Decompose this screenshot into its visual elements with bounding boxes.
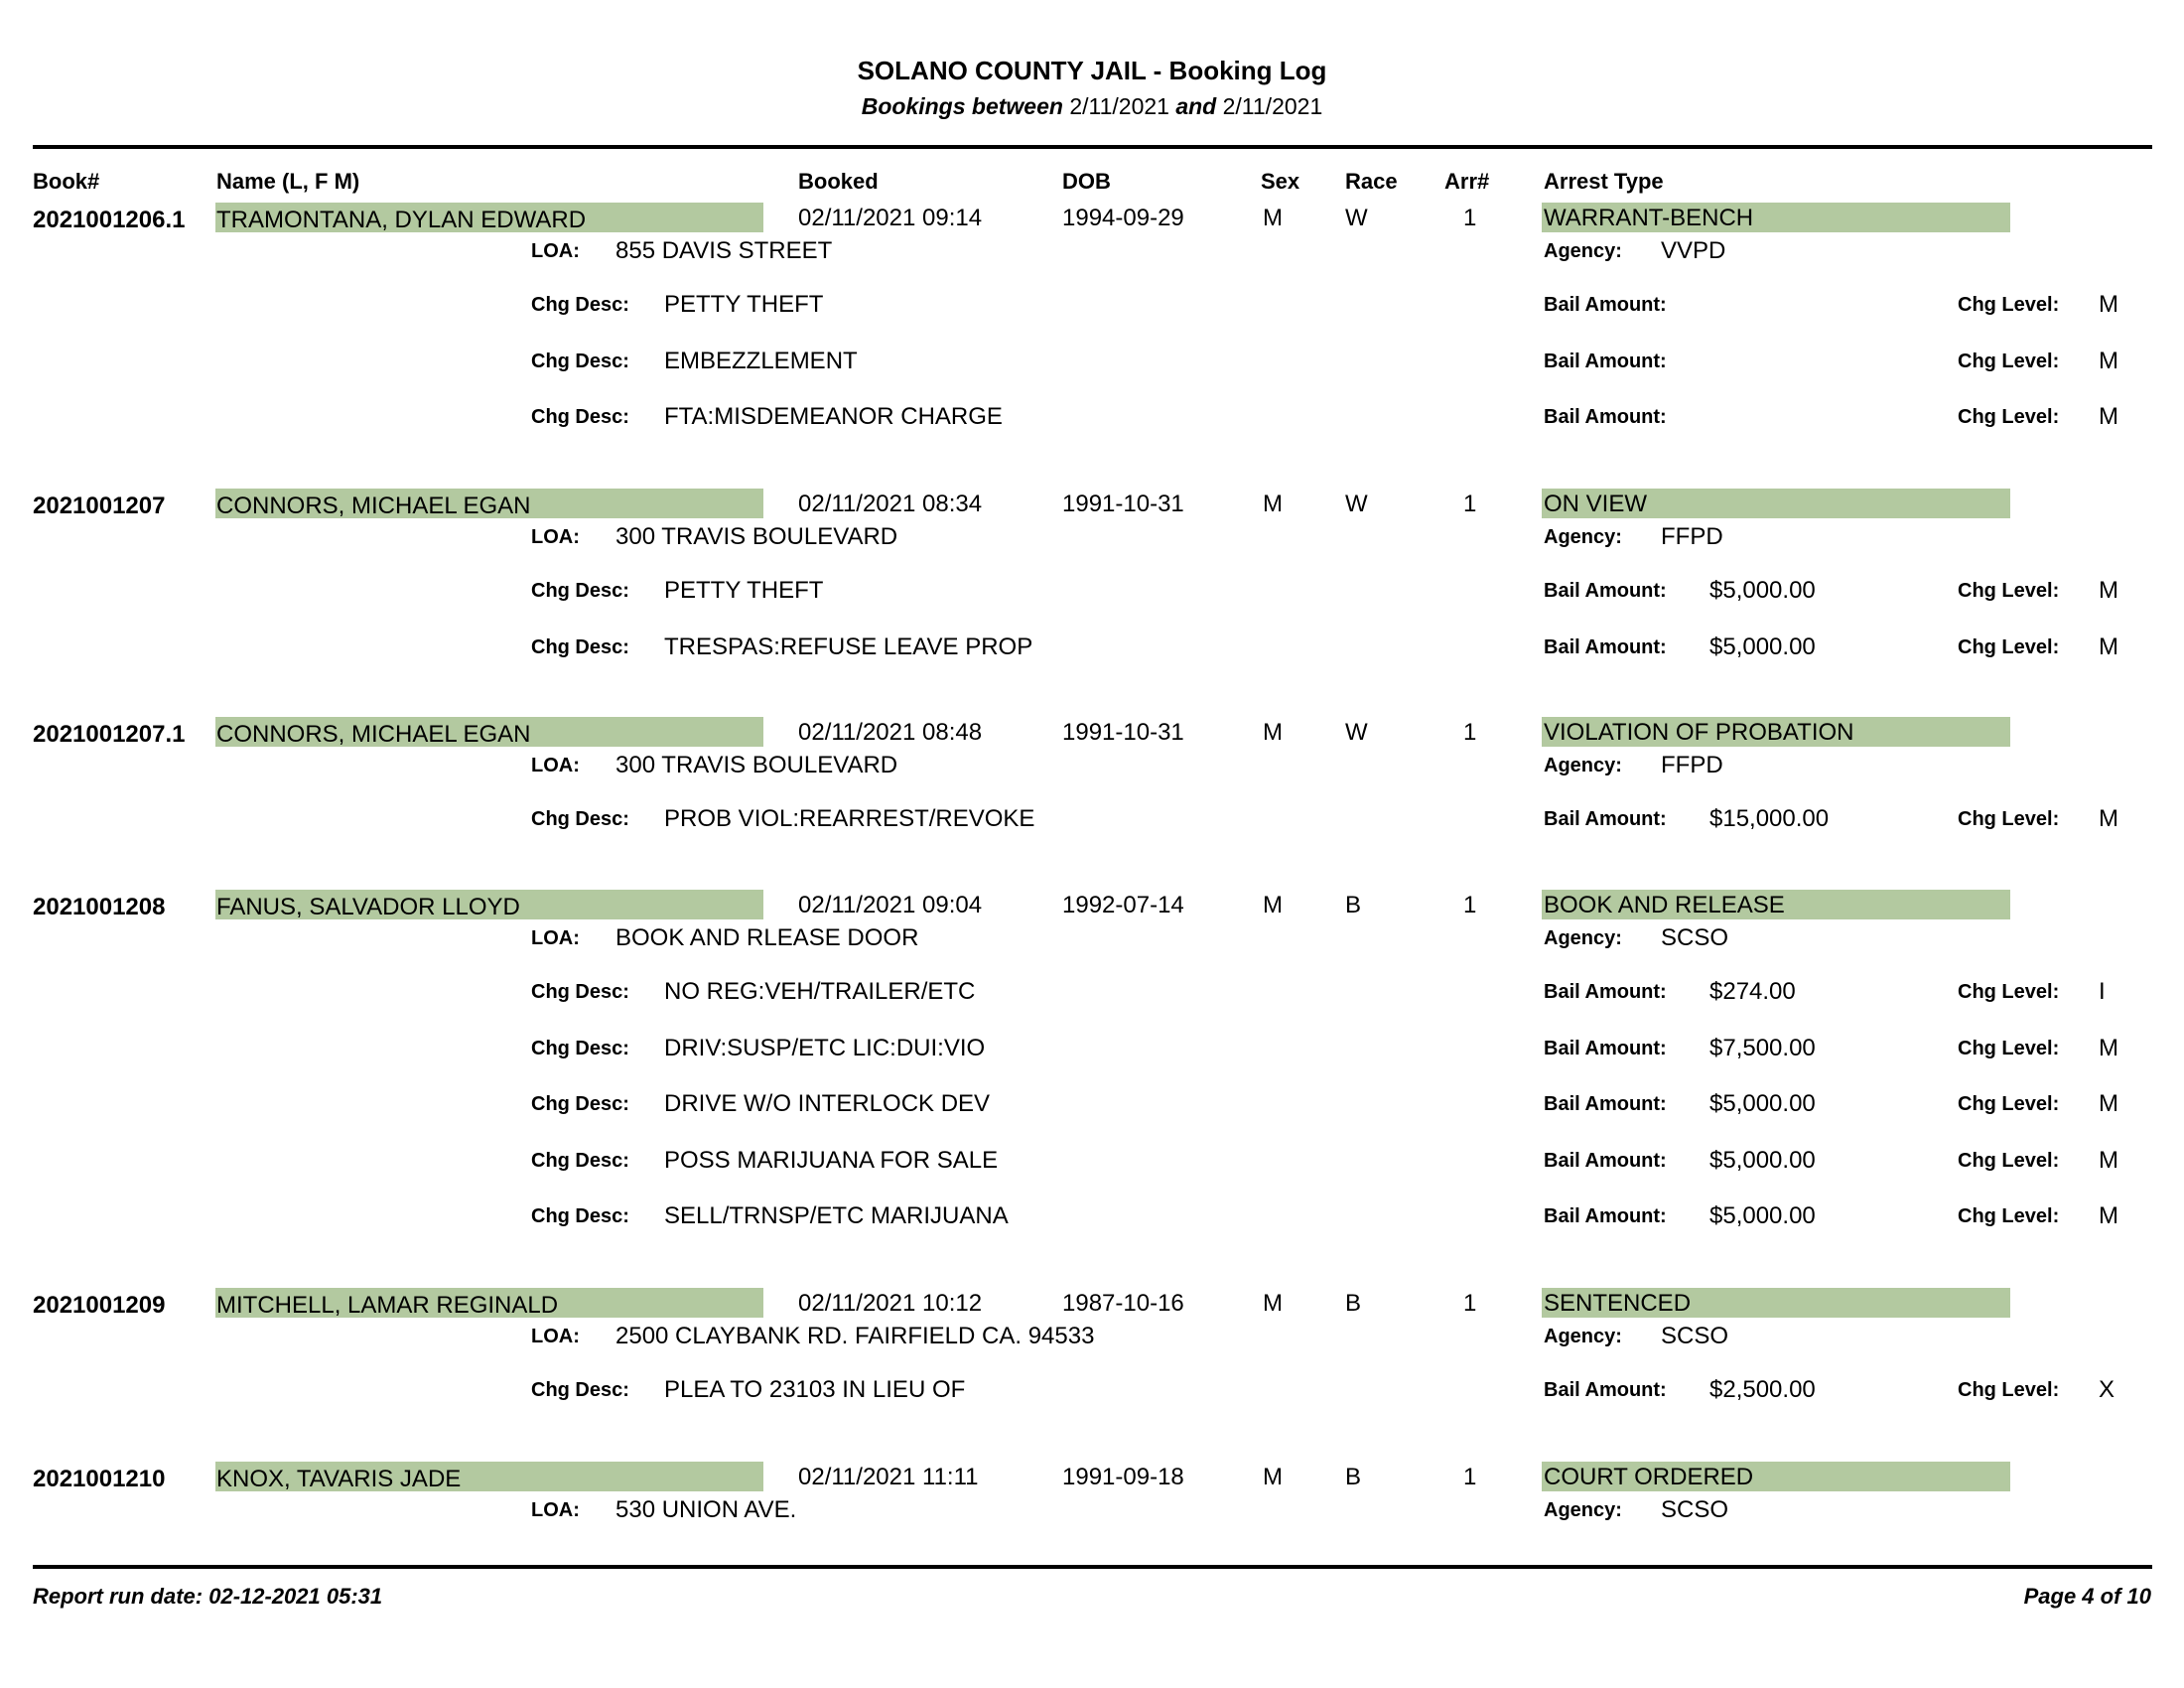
booking-number: 2021001207.1 bbox=[33, 721, 186, 748]
loa-label: LOA: bbox=[531, 526, 580, 548]
charge-level: M bbox=[2099, 347, 2118, 374]
location-of-arrest: BOOK AND RLEASE DOOR bbox=[615, 924, 919, 951]
arrest-type: ON VIEW bbox=[1544, 491, 1648, 517]
bail-amount-label: Bail Amount: bbox=[1544, 1205, 1667, 1227]
report-run-date: Report run date: 02-12-2021 05:31 bbox=[33, 1584, 383, 1609]
booking-number: 2021001208 bbox=[33, 894, 166, 920]
charge-desc-label: Chg Desc: bbox=[531, 1093, 629, 1115]
header-rule bbox=[33, 145, 2152, 149]
booking-number: 2021001209 bbox=[33, 1292, 166, 1319]
charge-level: M bbox=[2099, 805, 2118, 832]
footer-rule bbox=[33, 1565, 2152, 1569]
loa-label: LOA: bbox=[531, 755, 580, 776]
charge-level-label: Chg Level: bbox=[1958, 981, 2060, 1003]
inmate-name: MITCHELL, LAMAR REGINALD bbox=[216, 1292, 559, 1319]
charge-desc-label: Chg Desc: bbox=[531, 350, 629, 372]
charge-level: M bbox=[2099, 1090, 2118, 1117]
inmate-name: CONNORS, MICHAEL EGAN bbox=[216, 721, 531, 748]
race: B bbox=[1345, 1464, 1362, 1490]
charge-level: M bbox=[2099, 577, 2118, 604]
report-subtitle bbox=[0, 93, 2184, 120]
date-of-birth: 1992-07-14 bbox=[1062, 892, 1184, 918]
charge-description: PETTY THEFT bbox=[664, 291, 824, 318]
col-header-sex: Sex bbox=[1261, 169, 1300, 194]
bail-amount-label: Bail Amount: bbox=[1544, 1037, 1667, 1059]
location-of-arrest: 2500 CLAYBANK RD. FAIRFIELD CA. 94533 bbox=[615, 1323, 1095, 1349]
arrest-type: WARRANT-BENCH bbox=[1544, 205, 1754, 231]
charge-desc-label: Chg Desc: bbox=[531, 1037, 629, 1059]
agency: FFPD bbox=[1661, 752, 1723, 778]
charge-desc-label: Chg Desc: bbox=[531, 1205, 629, 1227]
charge-desc-label: Chg Desc: bbox=[531, 808, 629, 830]
agency: VVPD bbox=[1661, 237, 1726, 264]
charge-level-label: Chg Level: bbox=[1958, 1037, 2060, 1059]
agency-label: Agency: bbox=[1544, 755, 1622, 776]
race: W bbox=[1345, 719, 1368, 746]
date-of-birth: 1987-10-16 bbox=[1062, 1290, 1184, 1317]
charge-description: SELL/TRNSP/ETC MARIJUANA bbox=[664, 1202, 1009, 1229]
charge-desc-label: Chg Desc: bbox=[531, 406, 629, 428]
arrest-type: VIOLATION OF PROBATION bbox=[1544, 719, 1854, 746]
col-header-race: Race bbox=[1345, 169, 1398, 194]
charge-desc-label: Chg Desc: bbox=[531, 580, 629, 602]
col-header-booked: Booked bbox=[798, 169, 879, 194]
bail-amount: $7,500.00 bbox=[1709, 1034, 1816, 1061]
arrest-count: 1 bbox=[1463, 892, 1477, 918]
arrest-count: 1 bbox=[1463, 719, 1477, 746]
booking-number: 2021001207 bbox=[33, 492, 166, 519]
arrest-count: 1 bbox=[1463, 205, 1477, 231]
charge-desc-label: Chg Desc: bbox=[531, 1149, 629, 1172]
agency: SCSO bbox=[1661, 924, 1729, 951]
charge-level: M bbox=[2099, 403, 2118, 430]
charge-level: I bbox=[2099, 978, 2106, 1005]
charge-level-label: Chg Level: bbox=[1958, 1093, 2060, 1115]
bail-amount-label: Bail Amount: bbox=[1544, 406, 1667, 428]
col-header-book: Book# bbox=[33, 169, 100, 194]
location-of-arrest: 300 TRAVIS BOULEVARD bbox=[615, 752, 898, 778]
sex: M bbox=[1263, 1290, 1283, 1317]
charge-desc-label: Chg Desc: bbox=[531, 294, 629, 316]
sex: M bbox=[1263, 205, 1283, 231]
charge-description: POSS MARIJUANA FOR SALE bbox=[664, 1146, 999, 1174]
charge-description: PLEA TO 23103 IN LIEU OF bbox=[664, 1376, 966, 1403]
loa-label: LOA: bbox=[531, 240, 580, 262]
bail-amount: $5,000.00 bbox=[1709, 1090, 1816, 1117]
arrest-count: 1 bbox=[1463, 491, 1477, 517]
race: W bbox=[1345, 205, 1368, 231]
bail-amount: $5,000.00 bbox=[1709, 1146, 1816, 1174]
arrest-type: SENTENCED bbox=[1544, 1290, 1692, 1317]
subtitle-and: and bbox=[1175, 93, 1217, 119]
bail-amount-label: Bail Amount: bbox=[1544, 294, 1667, 316]
arrest-count: 1 bbox=[1463, 1464, 1477, 1490]
agency: SCSO bbox=[1661, 1323, 1729, 1349]
sex: M bbox=[1263, 892, 1283, 918]
subtitle-prefix: Bookings between bbox=[861, 93, 1063, 119]
charge-level-label: Chg Level: bbox=[1958, 294, 2060, 316]
charge-level-label: Chg Level: bbox=[1958, 808, 2060, 830]
loa-label: LOA: bbox=[531, 1326, 580, 1347]
charge-description: TRESPAS:REFUSE LEAVE PROP bbox=[664, 633, 1033, 660]
bail-amount-label: Bail Amount: bbox=[1544, 1093, 1667, 1115]
report-title: SOLANO COUNTY JAIL - Booking Log bbox=[857, 56, 1327, 85]
bail-amount: $274.00 bbox=[1709, 978, 1796, 1005]
charge-level-label: Chg Level: bbox=[1958, 1205, 2060, 1227]
date-of-birth: 1991-10-31 bbox=[1062, 719, 1184, 746]
date-from: 2/11/2021 bbox=[1069, 93, 1169, 119]
charge-level-label: Chg Level: bbox=[1958, 580, 2060, 602]
inmate-name: CONNORS, MICHAEL EGAN bbox=[216, 492, 531, 519]
bail-amount: $5,000.00 bbox=[1709, 1202, 1816, 1229]
col-header-arr: Arr# bbox=[1444, 169, 1490, 194]
bail-amount: $15,000.00 bbox=[1709, 805, 1830, 832]
bail-amount-label: Bail Amount: bbox=[1544, 1379, 1667, 1401]
bail-amount-label: Bail Amount: bbox=[1544, 981, 1667, 1003]
charge-level-label: Chg Level: bbox=[1958, 1379, 2060, 1401]
booking-number: 2021001206.1 bbox=[33, 207, 186, 233]
arrest-type: BOOK AND RELEASE bbox=[1544, 892, 1785, 918]
charge-level: M bbox=[2099, 1034, 2118, 1061]
charge-desc-label: Chg Desc: bbox=[531, 981, 629, 1003]
col-header-dob: DOB bbox=[1062, 169, 1111, 194]
charge-level-label: Chg Level: bbox=[1958, 350, 2060, 372]
charge-description: DRIV:SUSP/ETC LIC:DUI:VIO bbox=[664, 1034, 986, 1061]
race: B bbox=[1345, 892, 1362, 918]
charge-level: M bbox=[2099, 1202, 2118, 1229]
bail-amount-label: Bail Amount: bbox=[1544, 1149, 1667, 1172]
bail-amount-label: Bail Amount: bbox=[1544, 808, 1667, 830]
sex: M bbox=[1263, 719, 1283, 746]
booked-datetime: 02/11/2021 09:04 bbox=[798, 892, 983, 918]
charge-desc-label: Chg Desc: bbox=[531, 1379, 629, 1401]
col-header-name: Name (L, F M) bbox=[216, 169, 360, 194]
race: B bbox=[1345, 1290, 1362, 1317]
arrest-type: COURT ORDERED bbox=[1544, 1464, 1754, 1490]
charge-description: PETTY THEFT bbox=[664, 577, 824, 604]
date-of-birth: 1991-09-18 bbox=[1062, 1464, 1184, 1490]
date-to: 2/11/2021 bbox=[1222, 93, 1323, 119]
charge-description: NO REG:VEH/TRAILER/ETC bbox=[664, 978, 976, 1005]
charge-level-label: Chg Level: bbox=[1958, 1149, 2060, 1172]
bail-amount: $2,500.00 bbox=[1709, 1376, 1816, 1403]
charge-level: M bbox=[2099, 1146, 2118, 1174]
sex: M bbox=[1263, 1464, 1283, 1490]
charge-level-label: Chg Level: bbox=[1958, 635, 2060, 658]
charge-description: EMBEZZLEMENT bbox=[664, 347, 858, 374]
charge-level: M bbox=[2099, 633, 2118, 660]
arrest-count: 1 bbox=[1463, 1290, 1477, 1317]
race: W bbox=[1345, 491, 1368, 517]
bail-amount-label: Bail Amount: bbox=[1544, 580, 1667, 602]
charge-description: DRIVE W/O INTERLOCK DEV bbox=[664, 1090, 991, 1117]
booked-datetime: 02/11/2021 11:11 bbox=[798, 1464, 979, 1490]
agency-label: Agency: bbox=[1544, 240, 1622, 262]
charge-description: PROB VIOL:REARREST/REVOKE bbox=[664, 805, 1035, 832]
sex: M bbox=[1263, 491, 1283, 517]
bail-amount-label: Bail Amount: bbox=[1544, 635, 1667, 658]
page-number: Page 4 of 10 bbox=[2023, 1584, 2151, 1609]
charge-description: FTA:MISDEMEANOR CHARGE bbox=[664, 403, 1003, 430]
agency: FFPD bbox=[1661, 523, 1723, 550]
charge-desc-label: Chg Desc: bbox=[531, 635, 629, 658]
inmate-name: FANUS, SALVADOR LLOYD bbox=[216, 894, 520, 920]
date-of-birth: 1994-09-29 bbox=[1062, 205, 1184, 231]
loa-label: LOA: bbox=[531, 1499, 580, 1521]
location-of-arrest: 855 DAVIS STREET bbox=[615, 237, 833, 264]
charge-level: X bbox=[2099, 1376, 2116, 1403]
charge-level: M bbox=[2099, 291, 2118, 318]
booked-datetime: 02/11/2021 08:48 bbox=[798, 719, 983, 746]
inmate-name: TRAMONTANA, DYLAN EDWARD bbox=[216, 207, 587, 233]
bail-amount: $5,000.00 bbox=[1709, 577, 1816, 604]
agency-label: Agency: bbox=[1544, 1499, 1622, 1521]
booked-datetime: 02/11/2021 09:14 bbox=[798, 205, 983, 231]
location-of-arrest: 300 TRAVIS BOULEVARD bbox=[615, 523, 898, 550]
location-of-arrest: 530 UNION AVE. bbox=[615, 1496, 797, 1523]
agency: SCSO bbox=[1661, 1496, 1729, 1523]
booked-datetime: 02/11/2021 08:34 bbox=[798, 491, 983, 517]
col-header-arrest-type: Arrest Type bbox=[1544, 169, 1664, 194]
bail-amount-label: Bail Amount: bbox=[1544, 350, 1667, 372]
agency-label: Agency: bbox=[1544, 526, 1622, 548]
bail-amount: $5,000.00 bbox=[1709, 633, 1816, 660]
date-of-birth: 1991-10-31 bbox=[1062, 491, 1184, 517]
booked-datetime: 02/11/2021 10:12 bbox=[798, 1290, 983, 1317]
loa-label: LOA: bbox=[531, 927, 580, 949]
agency-label: Agency: bbox=[1544, 927, 1622, 949]
inmate-name: KNOX, TAVARIS JADE bbox=[216, 1466, 462, 1492]
charge-level-label: Chg Level: bbox=[1958, 406, 2060, 428]
booking-number: 2021001210 bbox=[33, 1466, 166, 1492]
agency-label: Agency: bbox=[1544, 1326, 1622, 1347]
